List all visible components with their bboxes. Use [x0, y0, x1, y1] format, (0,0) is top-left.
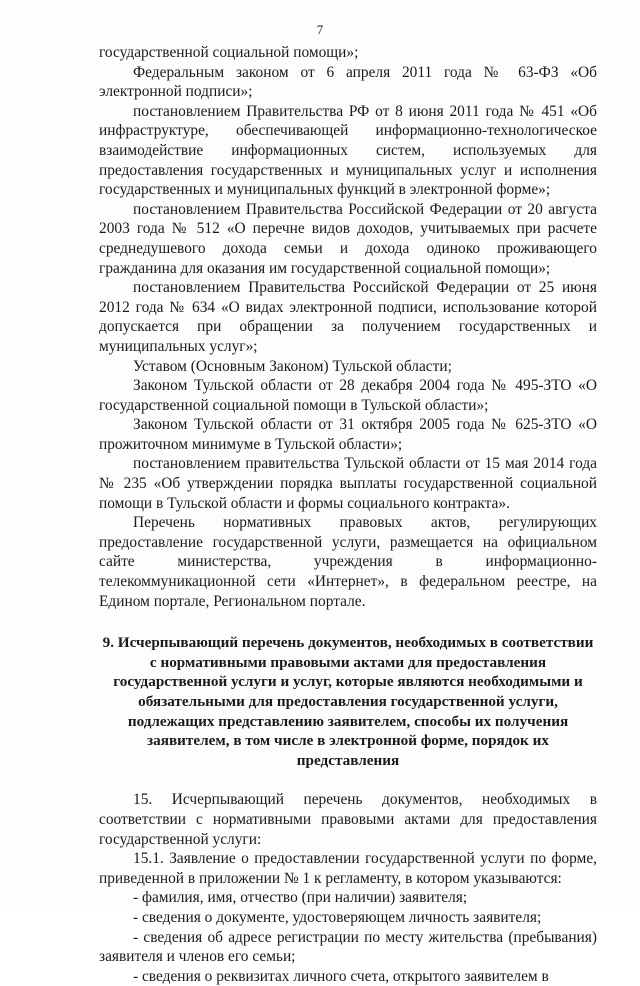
- paragraph: 15.1. Заявление о предоставлении государственной услуги по форме, приведенной в приложении № 1 к регламенту, в котором указываются:: [99, 850, 597, 887]
- paragraph: - сведения о реквизитах личного счета, открытого заявителем в: [133, 967, 549, 985]
- paragraph: - сведения об адресе регистрации по месту жительства (пребывания) заявителя и членов его семьи;: [99, 928, 597, 966]
- paragraph: государственной социальной помощи»;: [99, 44, 359, 61]
- page-number: 7: [316, 22, 324, 37]
- paragraph: Перечень нормативных правовых актов, регулирующих предоставление государственной услуги, размещается на официальном сайте министерства, учреждения в информационно-телекоммуникационной сети «Интернет», в федеральном реестре, на Едином портале, Региональном портале.: [99, 514, 597, 610]
- legal-acts-list: [99, 43, 597, 611]
- paragraph: - сведения о документе, удостоверяющем личность заявителя;: [133, 908, 542, 926]
- paragraph: Уставом (Основным Законом) Тульской области;: [133, 357, 452, 375]
- paragraph: Федеральным законом от 6 апреля 2011 года № 63-ФЗ «Об электронной подписи»;: [99, 63, 597, 101]
- section-heading: 9. Исчерпывающий перечень документов, необходимых в соответствии с нормативными правовыми актами для предоставления государственной услуги и услуг, которые являются необходимыми и обязательными для предоставления государственной услуги, подлежащих представлению заявителем, способы их получения заявителем, в том числе в электронной форме, порядок их представления: [102, 634, 594, 769]
- paragraph: Законом Тульской области от 28 декабря 2004 года № 495-ЗТО «О государственной социальной помощи в Тульской области»;: [99, 377, 597, 414]
- paragraph: постановлением Правительства РФ от 8 июня 2011 года № 451 «Об инфраструктуре, обеспечивающей информационно-технологическое взаимодействие информационных систем, используемых для предоставления государственных и муниципальных услуг и исполнения государственных и муниципальных функций в электронной форме»;: [99, 102, 597, 199]
- paragraph: постановлением правительства Тульской области от 15 мая 2014 года № 235 «Об утверждении порядка выплаты государственной социальной помощи в Тульской области и формы социального контракта».: [99, 455, 597, 512]
- paragraph: 15. Исчерпывающий перечень документов, необходимых в соответствии с нормативными правовыми актами для предоставления государственной услуги:: [99, 791, 597, 848]
- paragraph: Законом Тульской области от 31 октября 2005 года № 625-ЗТО «О прожиточном минимуме в Тульской области»;: [99, 416, 597, 453]
- paragraph: - фамилия, имя, отчество (при наличии) заявителя;: [133, 889, 468, 907]
- paragraph: постановлением Правительства Российской Федерации от 20 августа 2003 года № 512 «О перечне видов доходов, учитываемых при расчете среднедушевого дохода семьи и дохода одиноко проживающего гражданина для оказания им государственной социальной помощи»;: [99, 200, 597, 277]
- paragraph: постановлением Правительства Российской Федерации от 25 июня 2012 года № 634 «О видах электронной подписи, использование которой допускается при обращении за получением государственных и муниципальных услуг»;: [99, 279, 597, 355]
- document-body: [99, 43, 597, 986]
- documents-list: [99, 790, 597, 986]
